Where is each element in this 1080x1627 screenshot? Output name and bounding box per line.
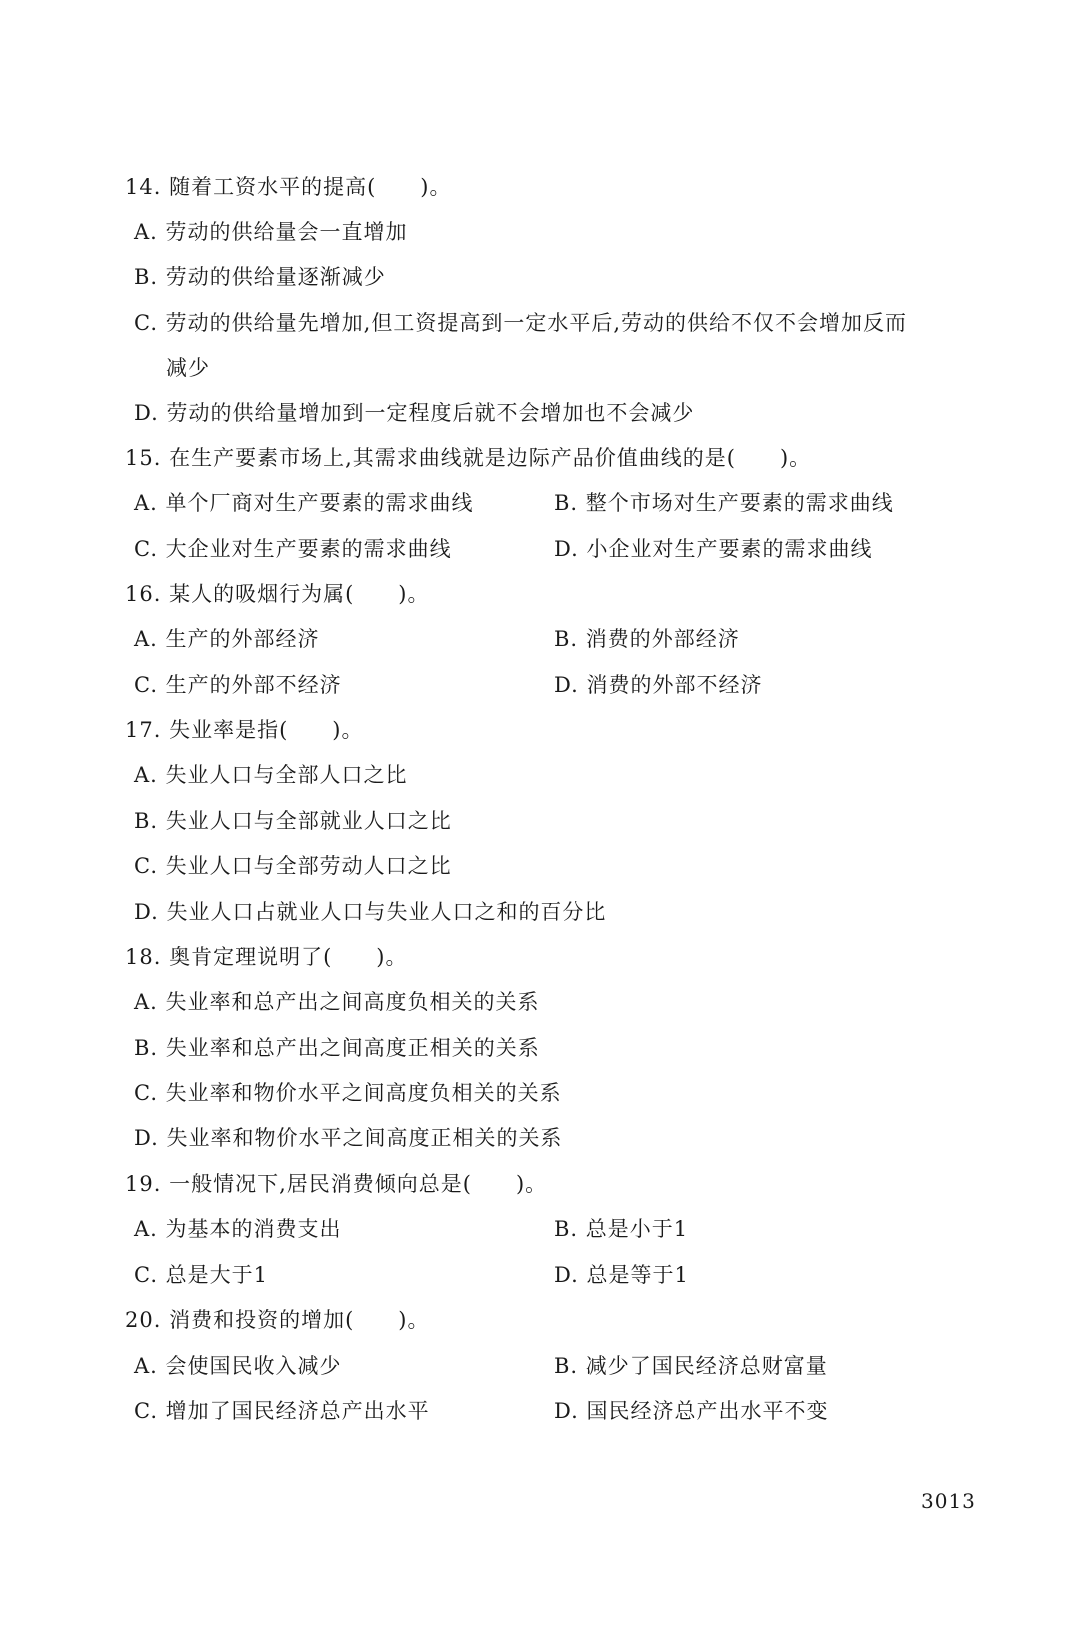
q19-option-b: B. 总是小于1 [554, 1217, 689, 1241]
question-stem: 奥肯定理说明了( )。 [169, 945, 408, 969]
question-number: 19. [125, 1172, 162, 1196]
q15-option-d: D. 小企业对生产要素的需求曲线 [554, 537, 873, 561]
q14-option-d: D. 劳动的供给量增加到一定程度后就不会增加也不会减少 [134, 401, 695, 425]
q20-option-a: A. 会使国民收入减少 [134, 1354, 342, 1378]
question-number: 18. [125, 945, 162, 969]
question-15 [125, 445, 811, 471]
q18-option-b: B. 失业率和总产出之间高度正相关的关系 [134, 1036, 540, 1060]
q14-option-a: A. 劳动的供给量会一直增加 [134, 220, 408, 244]
question-number: 16. [125, 582, 162, 606]
q20-option-b: B. 减少了国民经济总财富量 [554, 1354, 828, 1378]
question-stem: 在生产要素市场上,其需求曲线就是边际产品价值曲线的是( )。 [169, 446, 812, 470]
q20-option-c: C. 增加了国民经济总产出水平 [134, 1399, 430, 1423]
q15-option-c: C. 大企业对生产要素的需求曲线 [134, 537, 452, 561]
question-stem: 一般情况下,居民消费倾向总是( )。 [169, 1172, 548, 1196]
q19-option-c: C. 总是大于1 [134, 1263, 269, 1287]
q16-option-c: C. 生产的外部不经济 [134, 673, 342, 697]
question-19 [125, 1171, 547, 1197]
question-number: 17. [125, 718, 162, 742]
question-20 [125, 1307, 429, 1333]
question-17 [125, 717, 363, 743]
question-number: 15. [125, 446, 162, 470]
question-16 [125, 581, 429, 607]
question-14 [125, 174, 451, 200]
q14-option-c-continuation: 减少 [166, 356, 210, 380]
q15-option-a: A. 单个厂商对生产要素的需求曲线 [134, 491, 474, 515]
question-stem: 随着工资水平的提高( )。 [169, 175, 452, 199]
q18-option-c: C. 失业率和物价水平之间高度负相关的关系 [134, 1081, 562, 1105]
q15-option-b: B. 整个市场对生产要素的需求曲线 [554, 491, 894, 515]
q19-option-a: A. 为基本的消费支出 [134, 1217, 342, 1241]
q16-option-a: A. 生产的外部经济 [134, 627, 320, 651]
q16-option-d: D. 消费的外部不经济 [554, 673, 763, 697]
question-number: 20. [125, 1308, 162, 1332]
question-stem: 消费和投资的增加( )。 [169, 1308, 430, 1332]
question-stem: 失业率是指( )。 [169, 718, 364, 742]
q17-option-b: B. 失业人口与全部就业人口之比 [134, 809, 452, 833]
q14-option-b: B. 劳动的供给量逐渐减少 [134, 265, 386, 289]
question-number: 14. [125, 175, 162, 199]
q18-option-d: D. 失业率和物价水平之间高度正相关的关系 [134, 1126, 563, 1150]
page-number: 3013 [921, 1489, 976, 1513]
q19-option-d: D. 总是等于1 [554, 1263, 689, 1287]
q17-option-c: C. 失业人口与全部劳动人口之比 [134, 854, 452, 878]
q16-option-b: B. 消费的外部经济 [554, 627, 740, 651]
q17-option-d: D. 失业人口占就业人口与失业人口之和的百分比 [134, 900, 607, 924]
q18-option-a: A. 失业率和总产出之间高度负相关的关系 [134, 990, 540, 1014]
q14-option-c: C. 劳动的供给量先增加,但工资提高到一定水平后,劳动的供给不仅不会增加反而 [134, 311, 908, 335]
question-18 [125, 944, 407, 970]
q20-option-d: D. 国民经济总产出水平不变 [554, 1399, 829, 1423]
q17-option-a: A. 失业人口与全部人口之比 [134, 763, 408, 787]
question-stem: 某人的吸烟行为属( )。 [169, 582, 430, 606]
